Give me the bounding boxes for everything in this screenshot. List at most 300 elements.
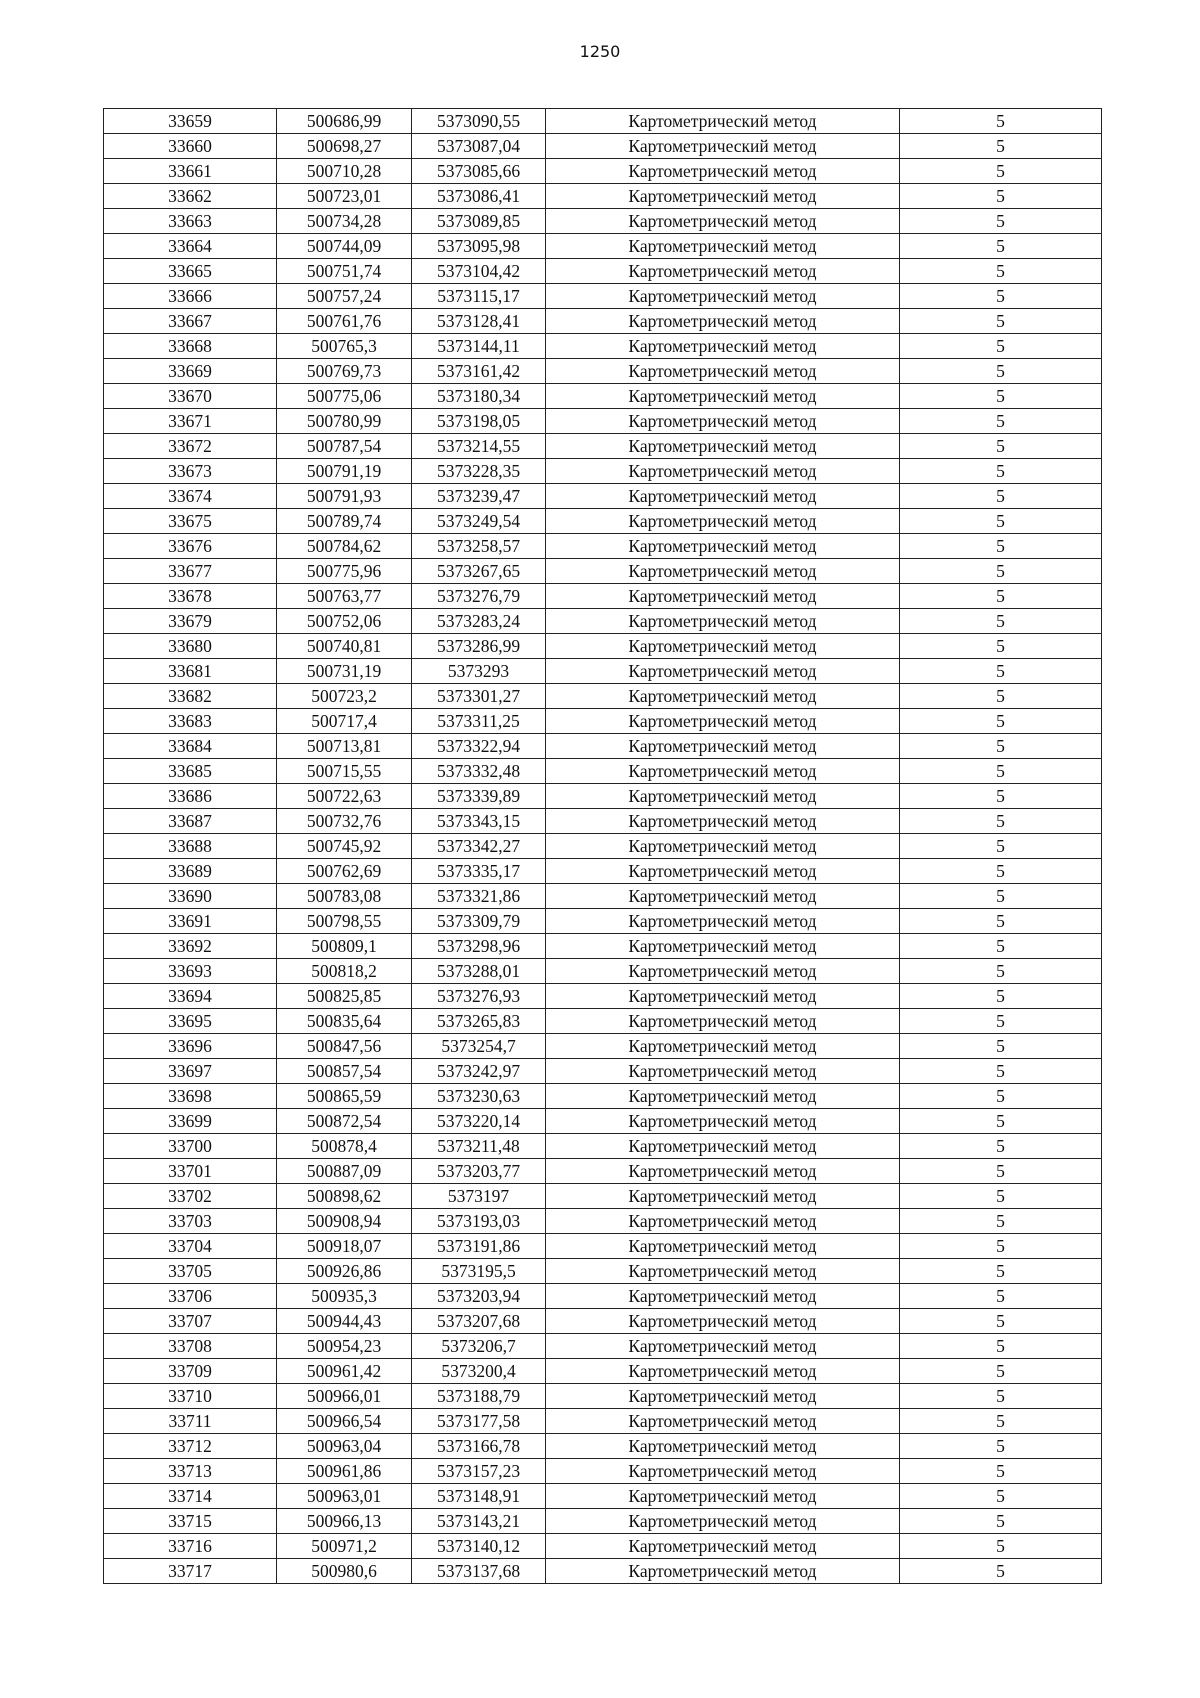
table-row (104, 1109, 1102, 1134)
method-cell: Картометрический метод (546, 934, 900, 959)
y-coordinate-cell: 5373177,58 (412, 1409, 546, 1434)
x-coordinate-cell: 500818,2 (277, 959, 412, 984)
point-number-cell: 33672 (104, 434, 277, 459)
table-row (104, 209, 1102, 234)
accuracy-cell: 5 (900, 434, 1102, 459)
table-row (104, 509, 1102, 534)
accuracy-cell: 5 (900, 534, 1102, 559)
table-row (104, 109, 1102, 134)
point-number-cell: 33709 (104, 1359, 277, 1384)
point-number-cell: 33696 (104, 1034, 277, 1059)
point-number-cell: 33684 (104, 734, 277, 759)
y-coordinate-cell: 5373267,65 (412, 559, 546, 584)
x-coordinate-cell: 500966,54 (277, 1409, 412, 1434)
x-coordinate-cell: 500963,04 (277, 1434, 412, 1459)
table-row (104, 609, 1102, 634)
y-coordinate-cell: 5373087,04 (412, 134, 546, 159)
accuracy-cell: 5 (900, 559, 1102, 584)
accuracy-cell: 5 (900, 359, 1102, 384)
table-row (104, 659, 1102, 684)
table-row (104, 1259, 1102, 1284)
accuracy-cell: 5 (900, 1209, 1102, 1234)
point-number-cell: 33667 (104, 309, 277, 334)
y-coordinate-cell: 5373115,17 (412, 284, 546, 309)
x-coordinate-cell: 500918,07 (277, 1234, 412, 1259)
table-row (104, 409, 1102, 434)
accuracy-cell: 5 (900, 1409, 1102, 1434)
y-coordinate-cell: 5373283,24 (412, 609, 546, 634)
x-coordinate-cell: 500686,99 (277, 109, 412, 134)
method-cell: Картометрический метод (546, 509, 900, 534)
y-coordinate-cell: 5373311,25 (412, 709, 546, 734)
accuracy-cell: 5 (900, 1059, 1102, 1084)
point-number-cell: 33704 (104, 1234, 277, 1259)
x-coordinate-cell: 500732,76 (277, 809, 412, 834)
x-coordinate-cell: 500761,76 (277, 309, 412, 334)
method-cell: Картометрический метод (546, 1084, 900, 1109)
point-number-cell: 33668 (104, 334, 277, 359)
point-number-cell: 33662 (104, 184, 277, 209)
y-coordinate-cell: 5373342,27 (412, 834, 546, 859)
method-cell: Картометрический метод (546, 1134, 900, 1159)
x-coordinate-cell: 500723,01 (277, 184, 412, 209)
coordinates-table (103, 108, 1102, 1584)
accuracy-cell: 5 (900, 1559, 1102, 1584)
y-coordinate-cell: 5373090,55 (412, 109, 546, 134)
accuracy-cell: 5 (900, 1384, 1102, 1409)
table-row (104, 1434, 1102, 1459)
accuracy-cell: 5 (900, 834, 1102, 859)
method-cell: Картометрический метод (546, 1284, 900, 1309)
y-coordinate-cell: 5373343,15 (412, 809, 546, 834)
method-cell: Картометрический метод (546, 909, 900, 934)
accuracy-cell: 5 (900, 984, 1102, 1009)
point-number-cell: 33693 (104, 959, 277, 984)
point-number-cell: 33678 (104, 584, 277, 609)
y-coordinate-cell: 5373207,68 (412, 1309, 546, 1334)
y-coordinate-cell: 5373265,83 (412, 1009, 546, 1034)
accuracy-cell: 5 (900, 859, 1102, 884)
method-cell: Картометрический метод (546, 634, 900, 659)
method-cell: Картометрический метод (546, 184, 900, 209)
accuracy-cell: 5 (900, 159, 1102, 184)
accuracy-cell: 5 (900, 1534, 1102, 1559)
point-number-cell: 33661 (104, 159, 277, 184)
method-cell: Картометрический метод (546, 984, 900, 1009)
point-number-cell: 33676 (104, 534, 277, 559)
table-row (104, 634, 1102, 659)
x-coordinate-cell: 500769,73 (277, 359, 412, 384)
accuracy-cell: 5 (900, 759, 1102, 784)
point-number-cell: 33686 (104, 784, 277, 809)
method-cell: Картометрический метод (546, 1334, 900, 1359)
point-number-cell: 33660 (104, 134, 277, 159)
x-coordinate-cell: 500971,2 (277, 1534, 412, 1559)
accuracy-cell: 5 (900, 334, 1102, 359)
table-row (104, 709, 1102, 734)
method-cell: Картометрический метод (546, 484, 900, 509)
accuracy-cell: 5 (900, 959, 1102, 984)
y-coordinate-cell: 5373089,85 (412, 209, 546, 234)
x-coordinate-cell: 500966,13 (277, 1509, 412, 1534)
y-coordinate-cell: 5373195,5 (412, 1259, 546, 1284)
y-coordinate-cell: 5373148,91 (412, 1484, 546, 1509)
method-cell: Картометрический метод (546, 309, 900, 334)
table-row (104, 934, 1102, 959)
method-cell: Картометрический метод (546, 734, 900, 759)
x-coordinate-cell: 500710,28 (277, 159, 412, 184)
accuracy-cell: 5 (900, 509, 1102, 534)
y-coordinate-cell: 5373095,98 (412, 234, 546, 259)
point-number-cell: 33692 (104, 934, 277, 959)
method-cell: Картометрический метод (546, 1259, 900, 1284)
x-coordinate-cell: 500966,01 (277, 1384, 412, 1409)
accuracy-cell: 5 (900, 1109, 1102, 1134)
point-number-cell: 33659 (104, 109, 277, 134)
y-coordinate-cell: 5373128,41 (412, 309, 546, 334)
table-row (104, 1559, 1102, 1584)
point-number-cell: 33697 (104, 1059, 277, 1084)
table-row (104, 159, 1102, 184)
table-row (104, 684, 1102, 709)
x-coordinate-cell: 500798,55 (277, 909, 412, 934)
table-row (104, 1384, 1102, 1409)
method-cell: Картометрический метод (546, 1009, 900, 1034)
accuracy-cell: 5 (900, 684, 1102, 709)
method-cell: Картометрический метод (546, 1209, 900, 1234)
point-number-cell: 33691 (104, 909, 277, 934)
method-cell: Картометрический метод (546, 234, 900, 259)
accuracy-cell: 5 (900, 909, 1102, 934)
x-coordinate-cell: 500787,54 (277, 434, 412, 459)
table-row (104, 1059, 1102, 1084)
accuracy-cell: 5 (900, 309, 1102, 334)
table-row (104, 1534, 1102, 1559)
method-cell: Картометрический метод (546, 1059, 900, 1084)
y-coordinate-cell: 5373301,27 (412, 684, 546, 709)
table-row (104, 484, 1102, 509)
method-cell: Картометрический метод (546, 834, 900, 859)
method-cell: Картометрический метод (546, 1409, 900, 1434)
y-coordinate-cell: 5373254,7 (412, 1034, 546, 1059)
accuracy-cell: 5 (900, 784, 1102, 809)
table-row (104, 1084, 1102, 1109)
table-row (104, 234, 1102, 259)
point-number-cell: 33702 (104, 1184, 277, 1209)
point-number-cell: 33701 (104, 1159, 277, 1184)
y-coordinate-cell: 5373321,86 (412, 884, 546, 909)
x-coordinate-cell: 500980,6 (277, 1559, 412, 1584)
point-number-cell: 33674 (104, 484, 277, 509)
x-coordinate-cell: 500926,86 (277, 1259, 412, 1284)
accuracy-cell: 5 (900, 1234, 1102, 1259)
method-cell: Картометрический метод (546, 884, 900, 909)
table-row (104, 959, 1102, 984)
method-cell: Картометрический метод (546, 159, 900, 184)
table-row (104, 284, 1102, 309)
x-coordinate-cell: 500791,19 (277, 459, 412, 484)
table-row (104, 1234, 1102, 1259)
method-cell: Картометрический метод (546, 1509, 900, 1534)
table-row (104, 334, 1102, 359)
x-coordinate-cell: 500698,27 (277, 134, 412, 159)
y-coordinate-cell: 5373322,94 (412, 734, 546, 759)
point-number-cell: 33673 (104, 459, 277, 484)
y-coordinate-cell: 5373249,54 (412, 509, 546, 534)
accuracy-cell: 5 (900, 409, 1102, 434)
accuracy-cell: 5 (900, 459, 1102, 484)
x-coordinate-cell: 500763,77 (277, 584, 412, 609)
y-coordinate-cell: 5373140,12 (412, 1534, 546, 1559)
table-row (104, 759, 1102, 784)
table-row (104, 534, 1102, 559)
point-number-cell: 33714 (104, 1484, 277, 1509)
x-coordinate-cell: 500765,3 (277, 334, 412, 359)
table-row (104, 1209, 1102, 1234)
x-coordinate-cell: 500744,09 (277, 234, 412, 259)
point-number-cell: 33689 (104, 859, 277, 884)
method-cell: Картометрический метод (546, 334, 900, 359)
x-coordinate-cell: 500775,96 (277, 559, 412, 584)
y-coordinate-cell: 5373211,48 (412, 1134, 546, 1159)
point-number-cell: 33700 (104, 1134, 277, 1159)
method-cell: Картометрический метод (546, 559, 900, 584)
x-coordinate-cell: 500878,4 (277, 1134, 412, 1159)
x-coordinate-cell: 500715,55 (277, 759, 412, 784)
y-coordinate-cell: 5373085,66 (412, 159, 546, 184)
accuracy-cell: 5 (900, 1159, 1102, 1184)
x-coordinate-cell: 500745,92 (277, 834, 412, 859)
x-coordinate-cell: 500865,59 (277, 1084, 412, 1109)
y-coordinate-cell: 5373239,47 (412, 484, 546, 509)
y-coordinate-cell: 5373197 (412, 1184, 546, 1209)
y-coordinate-cell: 5373144,11 (412, 334, 546, 359)
method-cell: Картометрический метод (546, 434, 900, 459)
x-coordinate-cell: 500857,54 (277, 1059, 412, 1084)
x-coordinate-cell: 500740,81 (277, 634, 412, 659)
table-row (104, 1309, 1102, 1334)
point-number-cell: 33713 (104, 1459, 277, 1484)
method-cell: Картометрический метод (546, 709, 900, 734)
point-number-cell: 33716 (104, 1534, 277, 1559)
table-row (104, 734, 1102, 759)
table-row (104, 1459, 1102, 1484)
accuracy-cell: 5 (900, 809, 1102, 834)
x-coordinate-cell: 500751,74 (277, 259, 412, 284)
table-row (104, 459, 1102, 484)
point-number-cell: 33712 (104, 1434, 277, 1459)
accuracy-cell: 5 (900, 609, 1102, 634)
method-cell: Картометрический метод (546, 409, 900, 434)
table-row (104, 384, 1102, 409)
method-cell: Картометрический метод (546, 1234, 900, 1259)
accuracy-cell: 5 (900, 109, 1102, 134)
table-row (104, 1134, 1102, 1159)
method-cell: Картометрический метод (546, 959, 900, 984)
method-cell: Картометрический метод (546, 134, 900, 159)
x-coordinate-cell: 500835,64 (277, 1009, 412, 1034)
y-coordinate-cell: 5373193,03 (412, 1209, 546, 1234)
y-coordinate-cell: 5373258,57 (412, 534, 546, 559)
x-coordinate-cell: 500783,08 (277, 884, 412, 909)
point-number-cell: 33665 (104, 259, 277, 284)
x-coordinate-cell: 500775,06 (277, 384, 412, 409)
accuracy-cell: 5 (900, 659, 1102, 684)
point-number-cell: 33681 (104, 659, 277, 684)
point-number-cell: 33680 (104, 634, 277, 659)
accuracy-cell: 5 (900, 1184, 1102, 1209)
point-number-cell: 33679 (104, 609, 277, 634)
table-row (104, 359, 1102, 384)
point-number-cell: 33705 (104, 1259, 277, 1284)
table-row (104, 1184, 1102, 1209)
x-coordinate-cell: 500908,94 (277, 1209, 412, 1234)
point-number-cell: 33708 (104, 1334, 277, 1359)
point-number-cell: 33710 (104, 1384, 277, 1409)
accuracy-cell: 5 (900, 1309, 1102, 1334)
x-coordinate-cell: 500752,06 (277, 609, 412, 634)
x-coordinate-cell: 500722,63 (277, 784, 412, 809)
y-coordinate-cell: 5373166,78 (412, 1434, 546, 1459)
x-coordinate-cell: 500723,2 (277, 684, 412, 709)
point-number-cell: 33682 (104, 684, 277, 709)
point-number-cell: 33703 (104, 1209, 277, 1234)
table-row (104, 784, 1102, 809)
point-number-cell: 33699 (104, 1109, 277, 1134)
accuracy-cell: 5 (900, 734, 1102, 759)
y-coordinate-cell: 5373230,63 (412, 1084, 546, 1109)
accuracy-cell: 5 (900, 634, 1102, 659)
table-row (104, 1159, 1102, 1184)
accuracy-cell: 5 (900, 1259, 1102, 1284)
y-coordinate-cell: 5373288,01 (412, 959, 546, 984)
method-cell: Картометрический метод (546, 1559, 900, 1584)
accuracy-cell: 5 (900, 484, 1102, 509)
y-coordinate-cell: 5373086,41 (412, 184, 546, 209)
table-row (104, 809, 1102, 834)
accuracy-cell: 5 (900, 1034, 1102, 1059)
point-number-cell: 33706 (104, 1284, 277, 1309)
point-number-cell: 33715 (104, 1509, 277, 1534)
y-coordinate-cell: 5373188,79 (412, 1384, 546, 1409)
y-coordinate-cell: 5373332,48 (412, 759, 546, 784)
point-number-cell: 33698 (104, 1084, 277, 1109)
point-number-cell: 33688 (104, 834, 277, 859)
y-coordinate-cell: 5373242,97 (412, 1059, 546, 1084)
point-number-cell: 33683 (104, 709, 277, 734)
y-coordinate-cell: 5373191,86 (412, 1234, 546, 1259)
accuracy-cell: 5 (900, 1009, 1102, 1034)
table-row (104, 1359, 1102, 1384)
accuracy-cell: 5 (900, 934, 1102, 959)
method-cell: Картометрический метод (546, 759, 900, 784)
method-cell: Картометрический метод (546, 1359, 900, 1384)
table-row (104, 1334, 1102, 1359)
accuracy-cell: 5 (900, 259, 1102, 284)
table-row (104, 1409, 1102, 1434)
y-coordinate-cell: 5373339,89 (412, 784, 546, 809)
method-cell: Картометрический метод (546, 1434, 900, 1459)
point-number-cell: 33664 (104, 234, 277, 259)
y-coordinate-cell: 5373143,21 (412, 1509, 546, 1534)
y-coordinate-cell: 5373276,93 (412, 984, 546, 1009)
method-cell: Картометрический метод (546, 384, 900, 409)
point-number-cell: 33695 (104, 1009, 277, 1034)
table-row (104, 434, 1102, 459)
x-coordinate-cell: 500784,62 (277, 534, 412, 559)
accuracy-cell: 5 (900, 1334, 1102, 1359)
point-number-cell: 33663 (104, 209, 277, 234)
x-coordinate-cell: 500954,23 (277, 1334, 412, 1359)
x-coordinate-cell: 500757,24 (277, 284, 412, 309)
y-coordinate-cell: 5373220,14 (412, 1109, 546, 1134)
point-number-cell: 33717 (104, 1559, 277, 1584)
table-row (104, 909, 1102, 934)
point-number-cell: 33669 (104, 359, 277, 384)
y-coordinate-cell: 5373203,94 (412, 1284, 546, 1309)
y-coordinate-cell: 5373203,77 (412, 1159, 546, 1184)
y-coordinate-cell: 5373293 (412, 659, 546, 684)
x-coordinate-cell: 500713,81 (277, 734, 412, 759)
table-row (104, 1284, 1102, 1309)
point-number-cell: 33687 (104, 809, 277, 834)
accuracy-cell: 5 (900, 1434, 1102, 1459)
method-cell: Картометрический метод (546, 1184, 900, 1209)
y-coordinate-cell: 5373180,34 (412, 384, 546, 409)
accuracy-cell: 5 (900, 284, 1102, 309)
accuracy-cell: 5 (900, 884, 1102, 909)
method-cell: Картометрический метод (546, 209, 900, 234)
y-coordinate-cell: 5373298,96 (412, 934, 546, 959)
x-coordinate-cell: 500847,56 (277, 1034, 412, 1059)
x-coordinate-cell: 500780,99 (277, 409, 412, 434)
y-coordinate-cell: 5373276,79 (412, 584, 546, 609)
x-coordinate-cell: 500935,3 (277, 1284, 412, 1309)
accuracy-cell: 5 (900, 1484, 1102, 1509)
y-coordinate-cell: 5373137,68 (412, 1559, 546, 1584)
table-row (104, 859, 1102, 884)
method-cell: Картометрический метод (546, 1309, 900, 1334)
table-row (104, 834, 1102, 859)
method-cell: Картометрический метод (546, 109, 900, 134)
table-row (104, 1034, 1102, 1059)
y-coordinate-cell: 5373200,4 (412, 1359, 546, 1384)
accuracy-cell: 5 (900, 1084, 1102, 1109)
x-coordinate-cell: 500731,19 (277, 659, 412, 684)
accuracy-cell: 5 (900, 184, 1102, 209)
method-cell: Картометрический метод (546, 459, 900, 484)
table-row (104, 984, 1102, 1009)
x-coordinate-cell: 500898,62 (277, 1184, 412, 1209)
x-coordinate-cell: 500961,86 (277, 1459, 412, 1484)
y-coordinate-cell: 5373335,17 (412, 859, 546, 884)
x-coordinate-cell: 500944,43 (277, 1309, 412, 1334)
method-cell: Картометрический метод (546, 684, 900, 709)
x-coordinate-cell: 500791,93 (277, 484, 412, 509)
method-cell: Картометрический метод (546, 259, 900, 284)
accuracy-cell: 5 (900, 584, 1102, 609)
point-number-cell: 33711 (104, 1409, 277, 1434)
accuracy-cell: 5 (900, 1284, 1102, 1309)
accuracy-cell: 5 (900, 1359, 1102, 1384)
y-coordinate-cell: 5373309,79 (412, 909, 546, 934)
point-number-cell: 33707 (104, 1309, 277, 1334)
accuracy-cell: 5 (900, 134, 1102, 159)
table-row (104, 134, 1102, 159)
accuracy-cell: 5 (900, 384, 1102, 409)
x-coordinate-cell: 500734,28 (277, 209, 412, 234)
y-coordinate-cell: 5373206,7 (412, 1334, 546, 1359)
